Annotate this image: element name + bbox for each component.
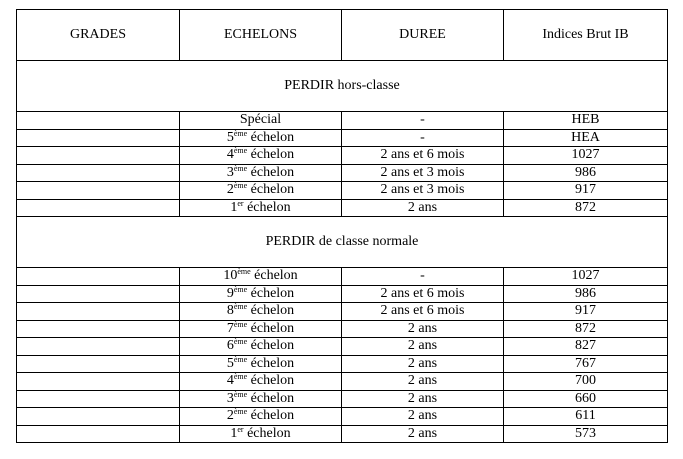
echelon-suffix: ème [233, 354, 248, 364]
grade-cell [17, 425, 180, 443]
grade-cell [17, 129, 180, 147]
indice-cell: 660 [504, 390, 668, 408]
echelon-number: 2 [226, 182, 234, 198]
duree-cell: 2 ans [342, 390, 504, 408]
section-row [17, 61, 668, 112]
echelon-suffix: ème [233, 407, 248, 417]
table-row [17, 390, 668, 408]
duree-cell: - [342, 112, 504, 130]
duree-cell: 2 ans et 6 mois [342, 285, 504, 303]
indice-cell: HEB [504, 112, 668, 130]
grade-cell [17, 199, 180, 217]
echelon-suffix: er [237, 424, 244, 434]
echelon-suffix: ème [233, 284, 248, 294]
duree-cell: 2 ans [342, 408, 504, 426]
echelon-cell [180, 320, 342, 338]
echelon-cell [180, 285, 342, 303]
echelon-number: 4 [226, 147, 234, 163]
echelon-cell [180, 268, 342, 286]
echelon-table [16, 9, 668, 443]
indice-cell: 917 [504, 182, 668, 200]
duree-cell: 2 ans et 6 mois [342, 303, 504, 321]
grade-cell [17, 147, 180, 165]
grade-cell [17, 303, 180, 321]
indice-cell: 986 [504, 285, 668, 303]
indice-cell: 872 [504, 320, 668, 338]
duree-cell: 2 ans [342, 425, 504, 443]
echelon-suffix: ème [233, 302, 248, 312]
duree-cell: 2 ans [342, 320, 504, 338]
echelon-cell [180, 408, 342, 426]
table-row [17, 112, 668, 130]
echelon-number: 1 [230, 199, 238, 215]
table-row [17, 320, 668, 338]
echelon-cell [180, 129, 342, 147]
header-grades: GRADES [17, 10, 180, 61]
duree-cell: 2 ans [342, 355, 504, 373]
header-echelons: ECHELONS [180, 10, 342, 61]
echelon-label: échelon [247, 303, 295, 319]
echelon-suffix: ème [233, 128, 248, 138]
echelon-label: Spécial [239, 112, 282, 128]
echelon-cell [180, 373, 342, 391]
echelon-suffix: ème [233, 389, 248, 399]
echelon-cell [180, 147, 342, 165]
echelon-suffix: ème [233, 319, 248, 329]
grade-cell [17, 320, 180, 338]
echelon-suffix: ème [233, 181, 248, 191]
indice-cell: 986 [504, 164, 668, 182]
echelon-label: échelon [250, 268, 298, 284]
echelon-number: 8 [226, 303, 234, 319]
echelon-number: 1 [230, 425, 238, 441]
table-row [17, 268, 668, 286]
duree-cell: 2 ans [342, 199, 504, 217]
grade-cell [17, 338, 180, 356]
echelon-number: 2 [226, 408, 234, 424]
echelon-cell [180, 182, 342, 200]
table-row [17, 355, 668, 373]
grade-cell [17, 355, 180, 373]
echelon-suffix: ème [233, 337, 248, 347]
echelon-suffix: ème [233, 163, 248, 173]
echelon-label: échelon [247, 355, 295, 371]
echelon-label: échelon [247, 147, 295, 163]
indice-cell: 872 [504, 199, 668, 217]
table-body [17, 61, 668, 443]
echelon-label: échelon [247, 373, 295, 389]
echelon-number: 10 [223, 268, 238, 284]
grade-cell [17, 285, 180, 303]
indice-cell: 917 [504, 303, 668, 321]
table-row [17, 129, 668, 147]
echelon-cell [180, 112, 342, 130]
echelon-label: échelon [243, 425, 291, 441]
echelon-number: 5 [226, 355, 234, 371]
echelon-suffix: ème [237, 267, 251, 277]
echelon-suffix: er [237, 198, 244, 208]
header-row [17, 10, 668, 61]
table-row [17, 182, 668, 200]
table-row [17, 199, 668, 217]
table-row [17, 164, 668, 182]
table-row [17, 303, 668, 321]
echelon-cell [180, 199, 342, 217]
echelon-number: 5 [226, 129, 234, 145]
section-title: PERDIR de classe normale [17, 217, 668, 268]
indice-cell: 1027 [504, 268, 668, 286]
table-row [17, 338, 668, 356]
table-row [17, 285, 668, 303]
grade-cell [17, 164, 180, 182]
indice-cell: 1027 [504, 147, 668, 165]
echelon-label: échelon [247, 338, 295, 354]
table-row [17, 425, 668, 443]
duree-cell: 2 ans [342, 338, 504, 356]
echelon-cell [180, 338, 342, 356]
indice-cell: 700 [504, 373, 668, 391]
echelon-cell [180, 425, 342, 443]
duree-cell: - [342, 129, 504, 147]
echelon-number: 6 [226, 338, 234, 354]
echelon-label: échelon [243, 199, 291, 215]
echelon-label: échelon [247, 408, 295, 424]
grade-cell [17, 182, 180, 200]
grade-cell [17, 268, 180, 286]
table-row [17, 373, 668, 391]
echelon-number: 3 [226, 164, 234, 180]
echelon-cell [180, 390, 342, 408]
echelon-suffix: ème [233, 372, 248, 382]
duree-cell: 2 ans et 3 mois [342, 182, 504, 200]
section-row [17, 217, 668, 268]
grade-cell [17, 112, 180, 130]
echelon-number: 9 [226, 285, 234, 301]
echelon-number: 4 [226, 373, 234, 389]
grade-cell [17, 373, 180, 391]
echelon-number: 7 [226, 320, 234, 336]
header-duree: DUREE [342, 10, 504, 61]
grade-cell [17, 408, 180, 426]
echelon-label: échelon [247, 182, 295, 198]
indice-cell: HEA [504, 129, 668, 147]
echelon-label: échelon [247, 390, 295, 406]
echelon-label: échelon [247, 164, 295, 180]
echelon-label: échelon [247, 285, 295, 301]
section-title: PERDIR hors-classe [17, 61, 668, 112]
duree-cell: 2 ans [342, 373, 504, 391]
echelon-cell [180, 355, 342, 373]
table-row [17, 408, 668, 426]
indice-cell: 827 [504, 338, 668, 356]
indice-cell: 767 [504, 355, 668, 373]
duree-cell: 2 ans et 3 mois [342, 164, 504, 182]
indice-cell: 611 [504, 408, 668, 426]
grade-cell [17, 390, 180, 408]
echelon-label: échelon [247, 320, 295, 336]
indice-cell: 573 [504, 425, 668, 443]
duree-cell: - [342, 268, 504, 286]
table-row [17, 147, 668, 165]
duree-cell: 2 ans et 6 mois [342, 147, 504, 165]
echelon-cell [180, 303, 342, 321]
header-indices: Indices Brut IB [504, 10, 668, 61]
echelon-cell [180, 164, 342, 182]
echelon-number: 3 [226, 390, 234, 406]
echelon-suffix: ème [233, 146, 248, 156]
echelon-label: échelon [247, 129, 295, 145]
